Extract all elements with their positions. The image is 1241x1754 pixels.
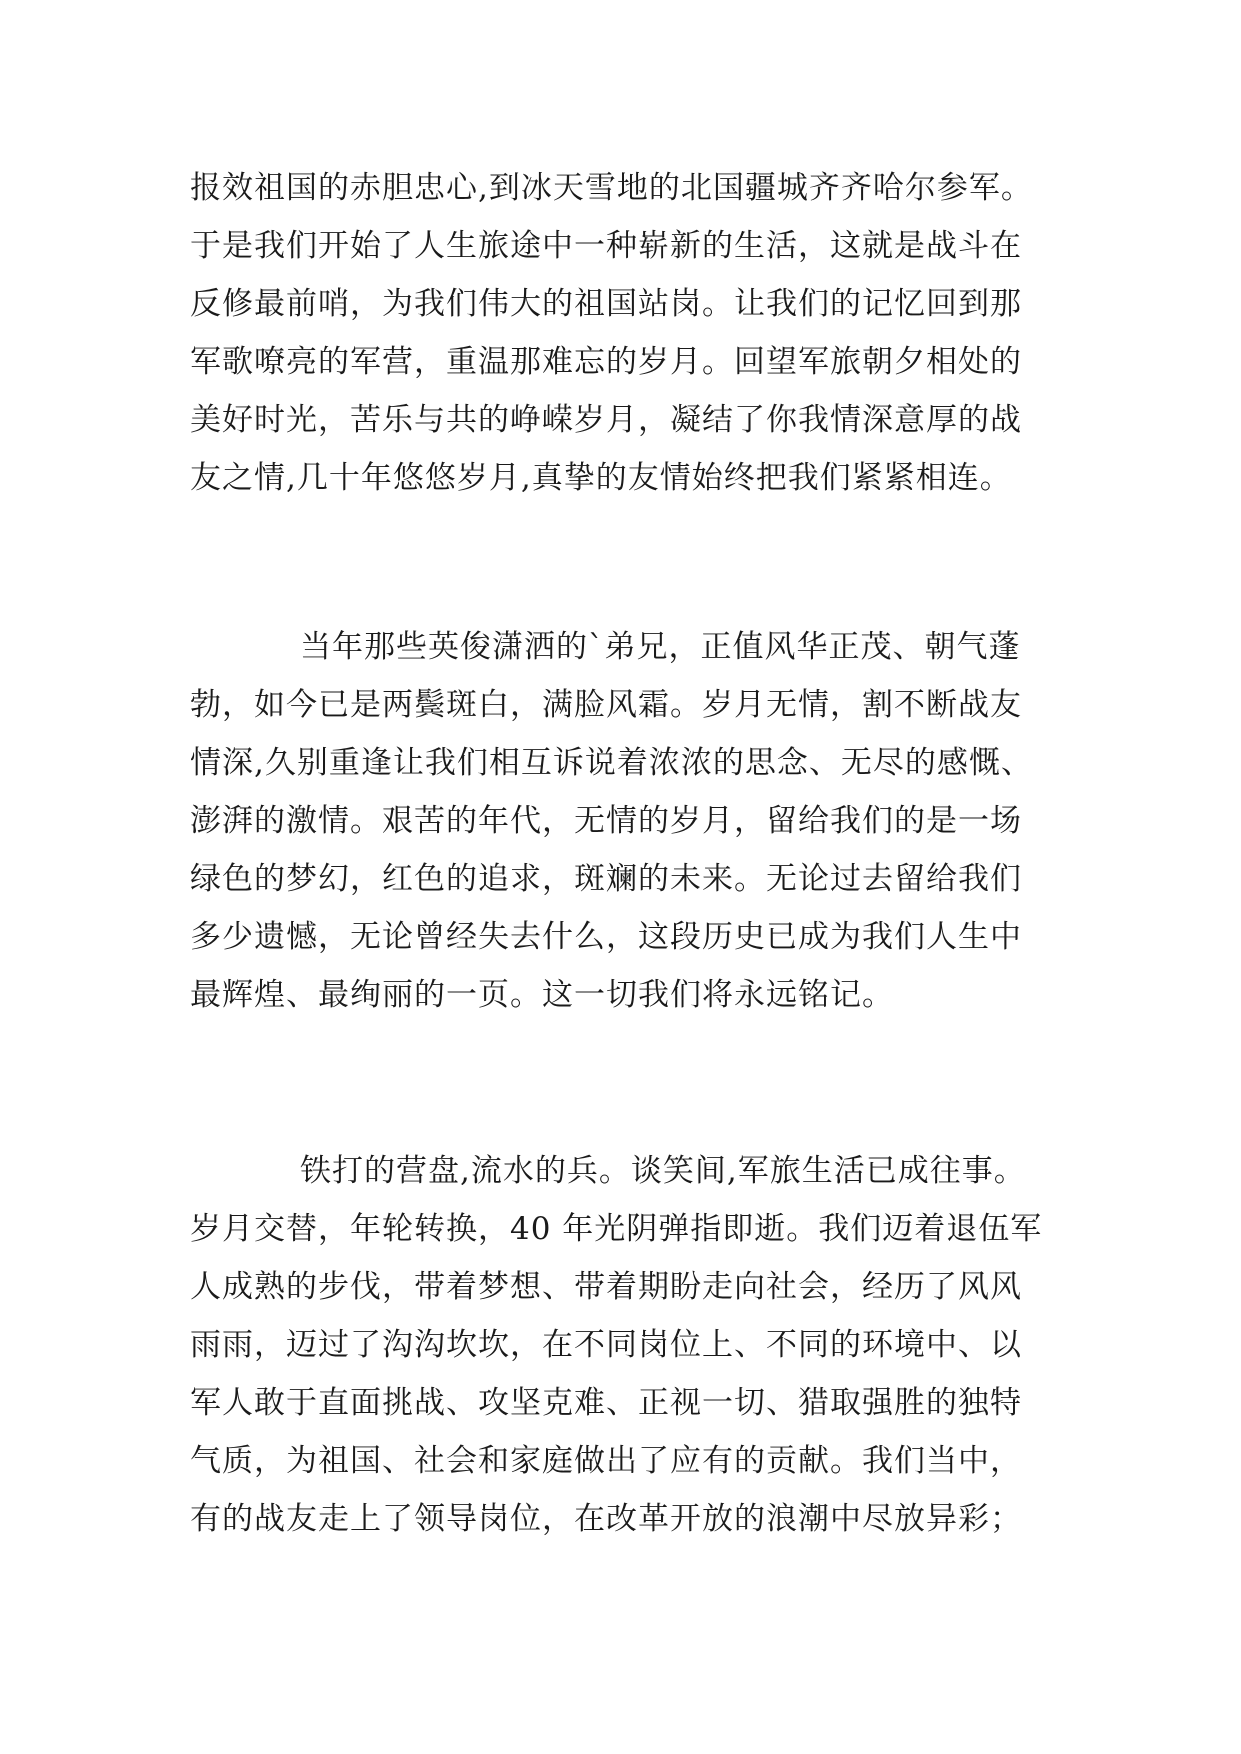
paragraph-line: 有的战友走上了领导岗位，在改革开放的浪潮中尽放异彩； (190, 1501, 1022, 1537)
paragraph-line: 情深,久别重逢让我们相互诉说着浓浓的思念、无尽的感慨、 (190, 745, 1033, 781)
paragraph-line: 勃，如今已是两鬓斑白，满脸风霜。岁月无情，割不断战友 (190, 687, 1022, 723)
paragraph-line: 最辉煌、最绚丽的一页。这一切我们将永远铭记。 (190, 977, 894, 1013)
paragraph-1 (190, 159, 1090, 507)
paragraph-line: 岁月交替，年轮转换，40 年光阴弹指即逝。我们迈着退伍军 (190, 1211, 1043, 1247)
paragraph-line: 于是我们开始了人生旅途中一种崭新的生活，这就是战斗在 (190, 228, 1022, 264)
paragraph-line: 友之情,几十年悠悠岁月,真挚的友情始终把我们紧紧相连。 (190, 460, 1012, 496)
paragraph-line: 反修最前哨，为我们伟大的祖国站岗。让我们的记忆回到那 (190, 286, 1022, 322)
paragraph-line: 人成熟的步伐，带着梦想、带着期盼走向社会，经历了风风 (190, 1269, 1022, 1305)
paragraph-line: 绿色的梦幻，红色的追求，斑斓的未来。无论过去留给我们 (190, 861, 1022, 897)
paragraph-line: 雨雨，迈过了沟沟坎坎，在不同岗位上、不同的环境中、以 (190, 1327, 1022, 1363)
paragraph-first-line: 铁打的营盘,流水的兵。谈笑间,军旅生活已成往事。 (300, 1153, 1026, 1189)
paragraph-line: 报效祖国的赤胆忠心,到冰天雪地的北国疆城齐齐哈尔参军。 (190, 170, 1033, 206)
paragraph-line: 澎湃的激情。艰苦的年代，无情的岁月，留给我们的是一场 (190, 803, 1022, 839)
paragraph-line: 军人敢于直面挑战、攻坚克难、正视一切、猎取强胜的独特 (190, 1385, 1022, 1421)
paragraph-line: 军歌嘹亮的军营，重温那难忘的岁月。回望军旅朝夕相处的 (190, 344, 1022, 380)
paragraph-3 (190, 1142, 1090, 1548)
paragraph-line: 气质，为祖国、社会和家庭做出了应有的贡献。我们当中， (190, 1443, 1022, 1479)
paragraph-line: 美好时光，苦乐与共的峥嵘岁月，凝结了你我情深意厚的战 (190, 402, 1022, 438)
paragraph-first-line: 当年那些英俊潇洒的`弟兄，正值风华正茂、朝气蓬 (300, 629, 1021, 665)
paragraph-line: 多少遗憾，无论曾经失去什么，这段历史已成为我们人生中 (190, 919, 1022, 955)
paragraph-2 (190, 618, 1090, 1024)
